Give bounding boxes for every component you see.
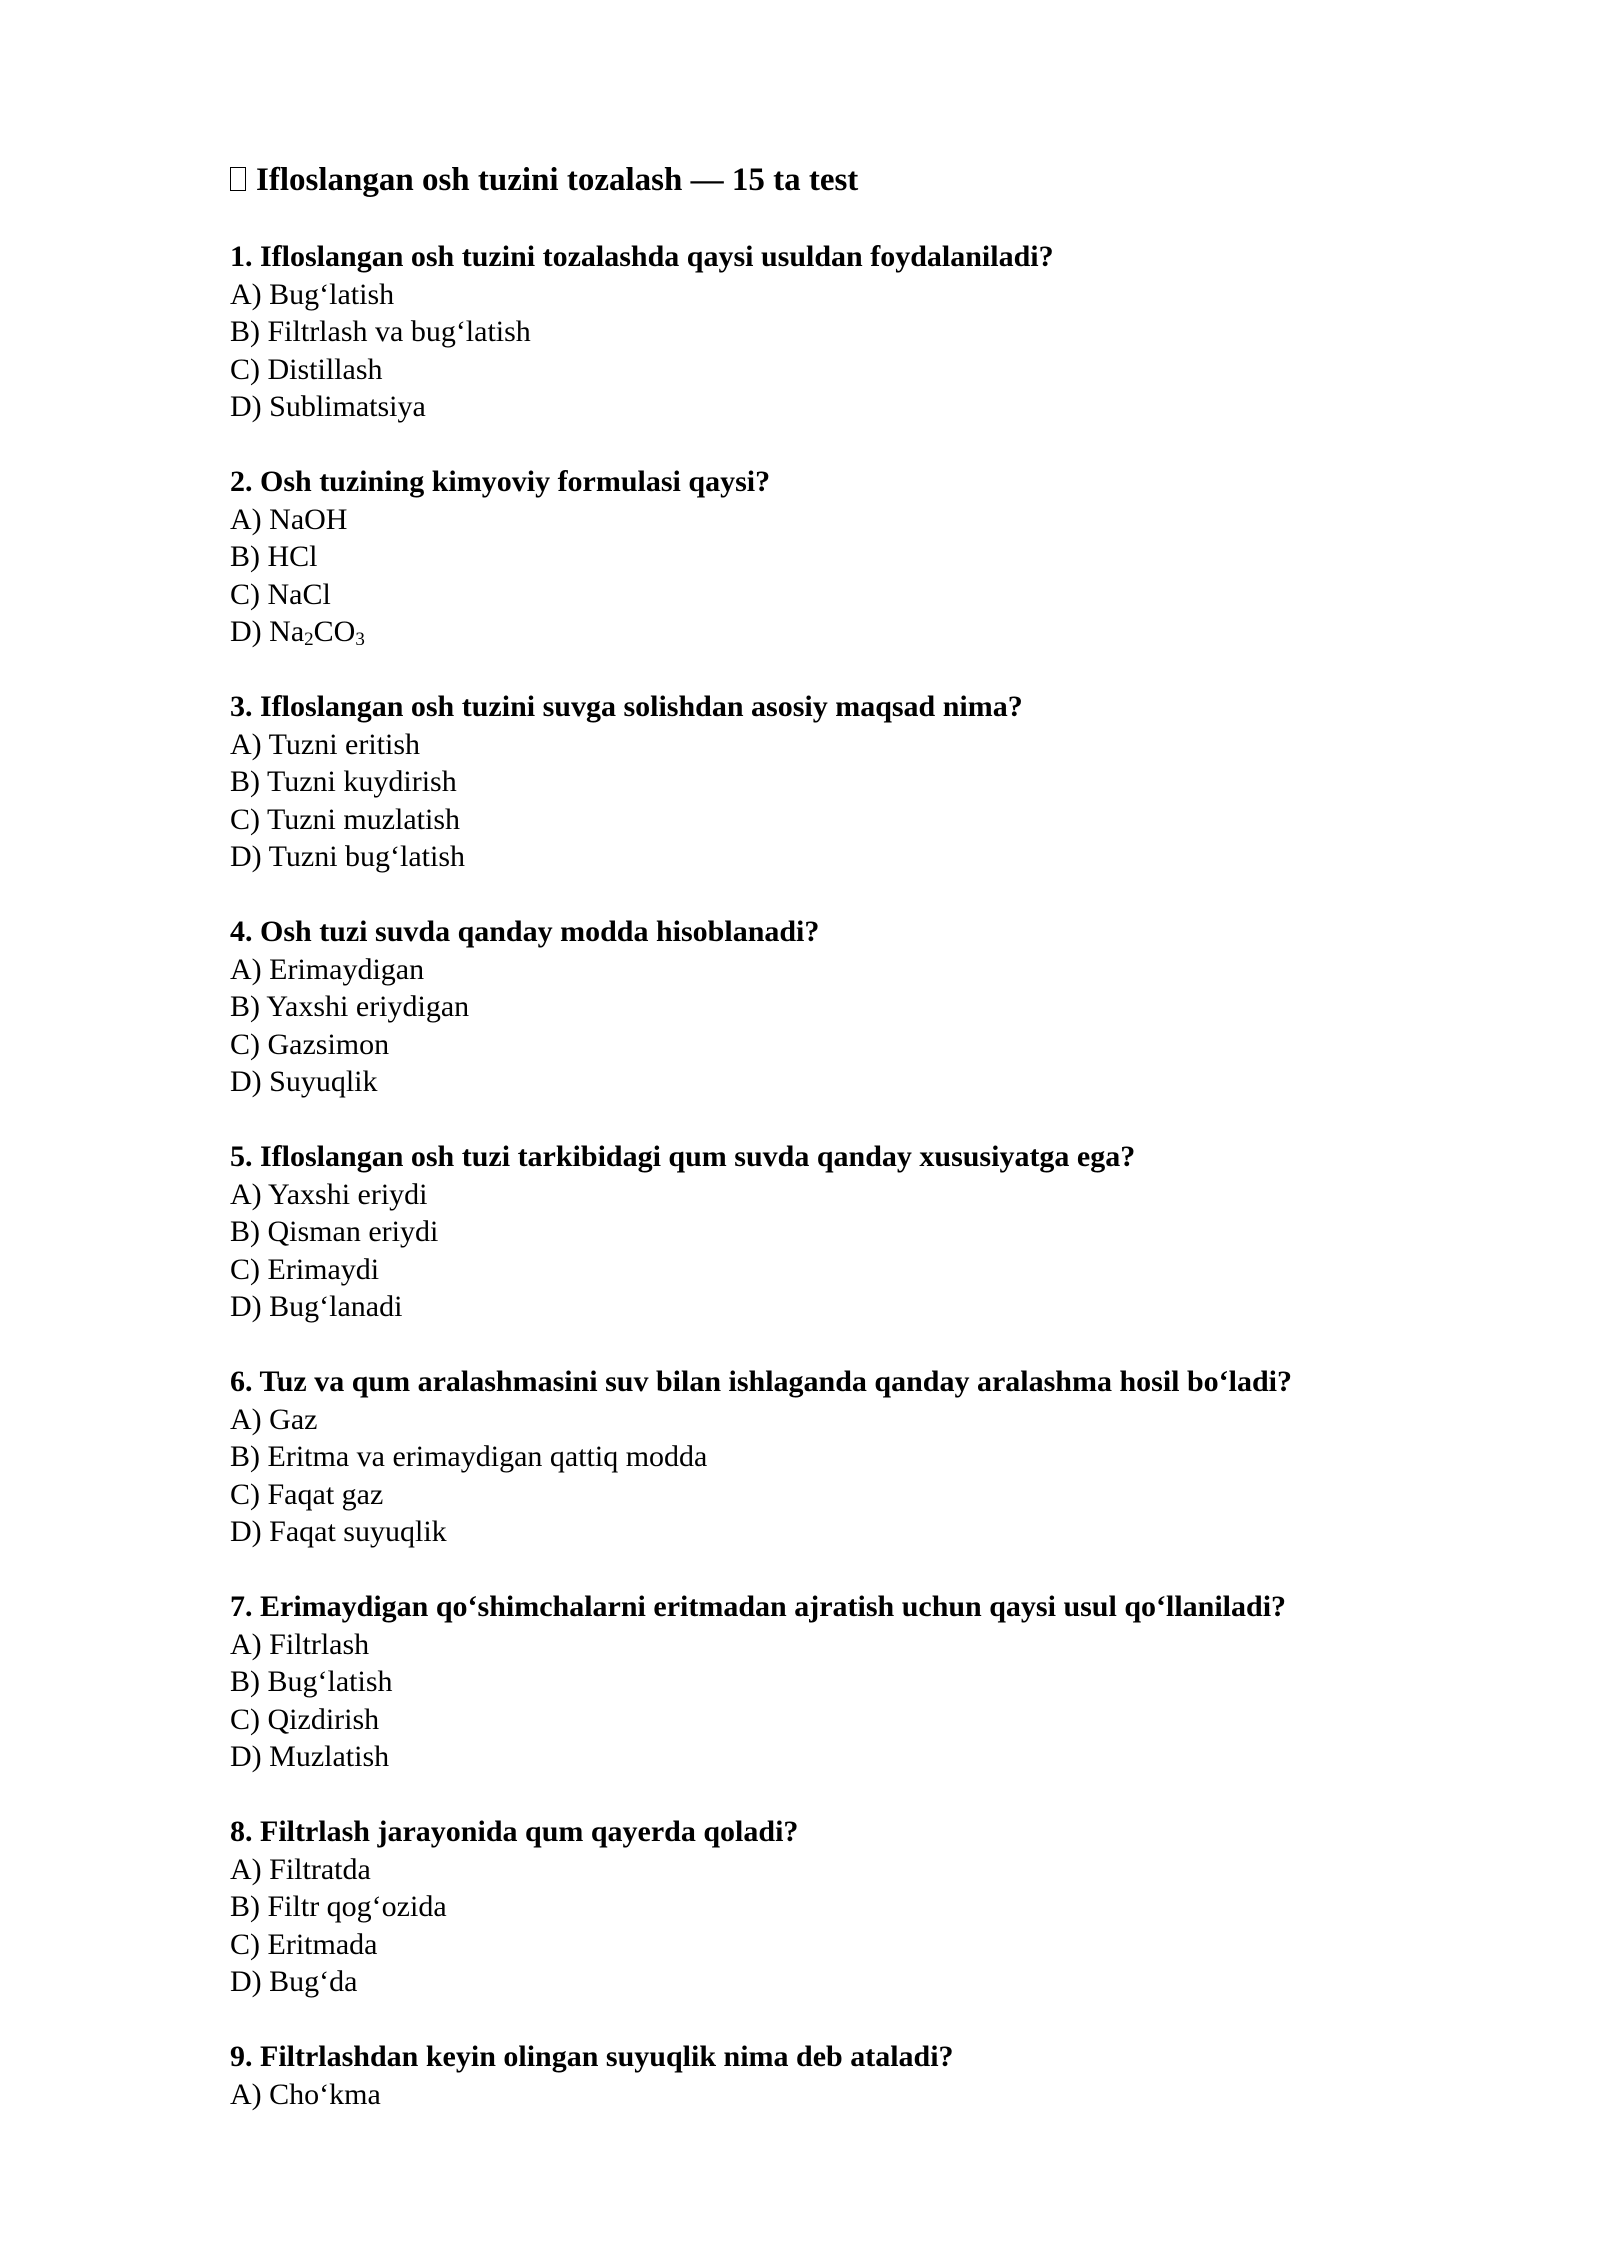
option-c: C) Faqat gaz: [230, 1477, 384, 1511]
question-5: [230, 1138, 1470, 1326]
option-d: D) Sublimatsiya: [230, 390, 426, 423]
option-b: B) Qisman eriydi: [230, 1215, 439, 1248]
option-c: C) Erimaydi: [230, 1252, 380, 1286]
option-c: C) Qizdirish: [230, 1702, 380, 1736]
document-title-text: Ifloslangan osh tuzini tozalash — 15 ta test: [256, 162, 859, 198]
option-c: C) Eritmada: [230, 1927, 378, 1961]
option-d: [230, 613, 1470, 651]
option-b: B) Eritma va erimaydigan qattiq modda: [230, 1440, 708, 1473]
option-c: C) Distillash: [230, 352, 383, 386]
option-d: D) Faqat suyuqlik: [230, 1515, 447, 1548]
question-text: 1. Ifloslangan osh tuzini tozalashda qaysi usuldan foydalaniladi?: [230, 240, 1054, 273]
question-text: 9. Filtrlashdan keyin olingan suyuqlik nima deb ataladi?: [230, 2040, 954, 2073]
question-text: 8. Filtrlash jarayonida qum qayerda qoladi?: [230, 1815, 799, 1848]
option-a: A) Cho‘kma: [230, 2077, 381, 2111]
question-1: [230, 238, 1470, 426]
option-a: A) Erimaydigan: [230, 952, 425, 986]
option-b: B) Filtrlash va bug‘latish: [230, 315, 531, 348]
option-a: A) NaOH: [230, 502, 348, 536]
placeholder-glyph-icon: [230, 167, 246, 191]
question-8: [230, 1813, 1470, 2001]
question-4: [230, 913, 1470, 1101]
question-7: [230, 1588, 1470, 1776]
question-9: [230, 2038, 1470, 2113]
formula-middle: CO: [313, 615, 356, 648]
option-a: A) Tuzni eritish: [230, 727, 421, 761]
question-3: [230, 688, 1470, 876]
option-d: D) Bug‘lanadi: [230, 1290, 403, 1323]
option-b: B) Yaxshi eriydigan: [230, 990, 470, 1023]
option-a: A) Filtratda: [230, 1852, 371, 1886]
question-text: 5. Ifloslangan osh tuzi tarkibidagi qum suvda qanday xususiyatga ega?: [230, 1140, 1136, 1173]
question-2: [230, 463, 1470, 651]
option-a: A) Filtrlash: [230, 1627, 370, 1661]
option-d: D) Tuzni bug‘latish: [230, 840, 466, 873]
formula-subscript-2: 3: [355, 629, 365, 650]
option-d: D) Suyuqlik: [230, 1065, 378, 1098]
formula-subscript-1: 2: [304, 629, 314, 650]
option-b: B) Filtr qog‘ozida: [230, 1890, 447, 1923]
option-a: A) Gaz: [230, 1402, 318, 1436]
formula-prefix: D) Na: [230, 615, 305, 648]
option-b: B) Bug‘latish: [230, 1665, 393, 1698]
question-text: 3. Ifloslangan osh tuzini suvga solishdan asosiy maqsad nima?: [230, 690, 1023, 723]
option-c: C) NaCl: [230, 577, 331, 611]
option-b: B) HCl: [230, 540, 318, 573]
question-text: 2. Osh tuzining kimyoviy formulasi qaysi?: [230, 465, 771, 498]
document-title: [230, 158, 1470, 202]
option-c: C) Gazsimon: [230, 1027, 390, 1061]
question-text: 4. Osh tuzi suvda qanday modda hisoblanadi?: [230, 915, 820, 948]
question-text: 7. Erimaydigan qo‘shimchalarni eritmadan ajratish uchun qaysi usul qo‘llaniladi?: [230, 1590, 1287, 1623]
option-a: A) Yaxshi eriydi: [230, 1177, 428, 1211]
option-b: B) Tuzni kuydirish: [230, 765, 457, 798]
question-6: [230, 1363, 1470, 1551]
option-d: D) Bug‘da: [230, 1965, 358, 1998]
question-text: 6. Tuz va qum aralashmasini suv bilan ishlaganda qanday aralashma hosil bo‘ladi?: [230, 1365, 1293, 1398]
option-d: D) Muzlatish: [230, 1740, 390, 1773]
option-c: C) Tuzni muzlatish: [230, 802, 461, 836]
document-page: [230, 158, 1470, 2151]
option-a: A) Bug‘latish: [230, 277, 395, 311]
